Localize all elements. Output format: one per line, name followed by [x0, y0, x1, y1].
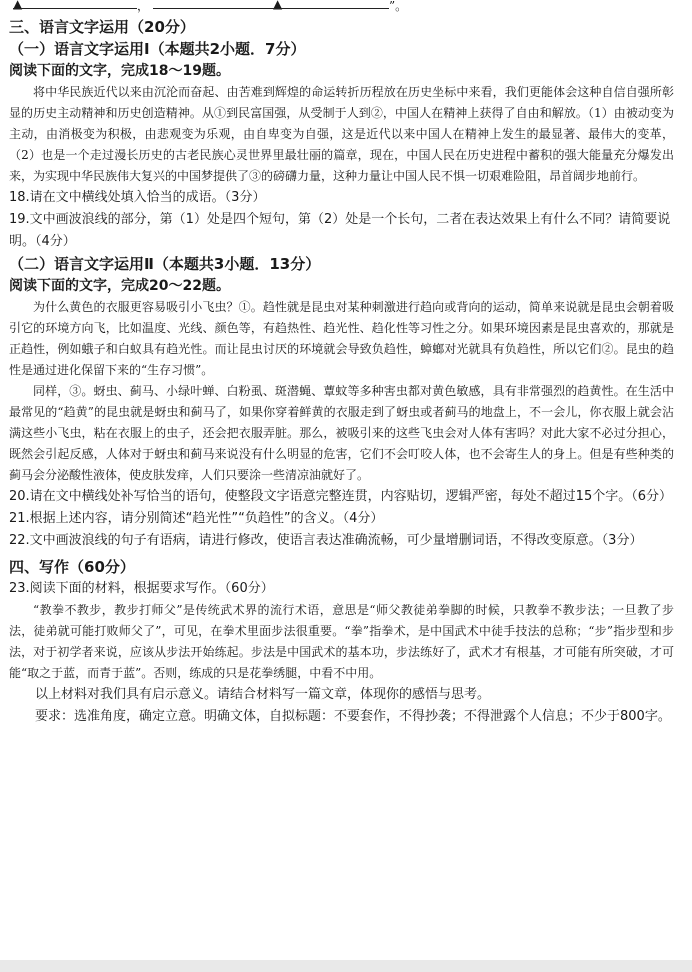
part-1-instruction: 阅读下面的文字，完成18～19题。	[9, 63, 230, 79]
writing-prompt: 以上材料对我们具有启示意义。请结合材料写一篇文章，体现你的感悟与思考。	[35, 687, 491, 702]
question-21: 21.根据上述内容，请分别简述“趋光性”“负趋性”的含义。（4分）	[9, 511, 384, 526]
top-comma: ，	[137, 0, 150, 13]
top-tail: ”。	[389, 0, 408, 13]
passage-2	[9, 297, 674, 486]
section-3-heading: 三、语言文字运用（20分）	[9, 18, 195, 36]
blank-line	[153, 8, 389, 9]
top-fill-blanks	[9, 0, 674, 12]
question-18: 18.请在文中横线处填入恰当的成语。（3分）	[9, 190, 266, 205]
part-1-heading: （一）语言文字运用Ⅰ（本题共2小题．7分）	[9, 40, 306, 58]
section-4-heading: 四、写作（60分）	[9, 558, 135, 576]
question-23: 23.阅读下面的材料，根据要求写作。（60分）	[9, 581, 274, 596]
triangle-marker-icon: ▲	[13, 0, 23, 11]
question-20: 20.请在文中横线处补写恰当的语句，使整段文字语意完整连贯，内容贴切，逻辑严密，每处不超过15个字。（6分）	[9, 489, 672, 504]
passage-2-paragraph-1: 为什么黄色的衣服更容易吸引小飞虫？①。趋性就是昆虫对某种刺激进行趋向或背向的运动，简单来说就是昆虫会朝着吸引它的环境方向飞，比如温度、光线、颜色等，有趋热性、趋光性、趋化性等习性之分。如果环境因素是昆虫喜欢的，那就是正趋性，例如蛾子和白蚁具有趋光性。而让昆虫讨厌的环境就会导致负趋性，蟑螂对光就具有负趋性，所以它们②。昆虫的趋性是通过进化保留下来的“生存习惯”。	[9, 300, 674, 377]
passage-1-paragraph: 将中华民族近代以来由沉沦而奋起、由苦难到辉煌的命运转折历程放在历史坐标中来看，我们更能体会这种自信自强所彰显的历史主动精神和历史创造精神。从①到民富国强，从受制于人到②，中国人在精神上获得了自由和解放。（1）由被动变为主动，由消极变为积极，由悲观变为乐观，由自卑变为自强，这是近代以来中国人在精神上发生的最显著、最伟大的变革，（2）也是一个走过漫长历史的古老民族心灵世界里最壮丽的篇章，现在，中国人民在历史进程中蓄积的强大能量充分爆发出来，为实现中华民族伟大复兴的中国梦提供了③的磅礴力量，这种力量让中国人民不惧一切艰难险阻，昂首阔步地前行。	[9, 85, 674, 183]
passage-2-paragraph-2: 同样，③。蚜虫、蓟马、小绿叶蝉、白粉虱、斑潜蝇、蕈蚊等多种害虫都对黄色敏感，具有非常强烈的趋黄性。在生活中最常见的“趋黄”的昆虫就是蚜虫和蓟马了，如果你穿着鲜黄的衣服走到了蚜虫或者蓟马的地盘上，不一会儿，你衣服上就会沾满这些小飞虫，粘在衣服上的虫子，还会把衣服弄脏。那么，被吸引来的这些飞虫会对人体有害吗？对此大家不必过分担心，既然会引起反感，人体对于蚜虫和蓟马来说没有什么明显的危害，它们不会叮咬人体，也不会寄生人的身上。但是有些种类的蓟马会分泌酸性液体，使皮肤发痒，人们只要涂一些清凉油就好了。	[9, 384, 674, 482]
question-19: 19.文中画波浪线的部分，第（1）处是四个短句，第（2）处是一个长句，二者在表达效果上有什么不同？请简要说明。（4分）	[9, 212, 671, 249]
part-2-instruction: 阅读下面的文字，完成20～22题。	[9, 278, 230, 294]
blank-line	[13, 8, 137, 9]
page-bottom-band	[0, 960, 692, 972]
writing-material	[9, 600, 674, 684]
writing-material-paragraph: “教拳不教步，教步打师父”是传统武术界的流行术语，意思是“师父教徒弟拳脚的时候，只教拳不教步法；一旦教了步法，徒弟就可能打败师父了”，可见，在拳术里面步法很重要。“拳”指拳术，是中国武术中徒手技法的总称；“步”指步型和步法，对于初学者来说，应该从步法开始练起。步法是中国武术的基本功，步法练好了，武术才有根基，才可能有所突破，才可能“取之于蓝，而青于蓝”。否则，练成的只是花拳绣腿，中看不中用。	[9, 603, 674, 680]
triangle-marker-icon: ▲	[273, 0, 283, 11]
question-22: 22.文中画波浪线的句子有语病，请进行修改，使语言表达准确流畅，可少量增删词语，不得改变原意。（3分）	[9, 533, 643, 548]
writing-requirement: 要求：选准角度，确定立意。明确文体，自拟标题：不要套作，不得抄袭；不得泄露个人信息；不少于800字。	[35, 709, 671, 724]
passage-1	[9, 82, 674, 187]
part-2-heading: （二）语言文字运用Ⅱ（本题共3小题．13分）	[9, 255, 321, 273]
